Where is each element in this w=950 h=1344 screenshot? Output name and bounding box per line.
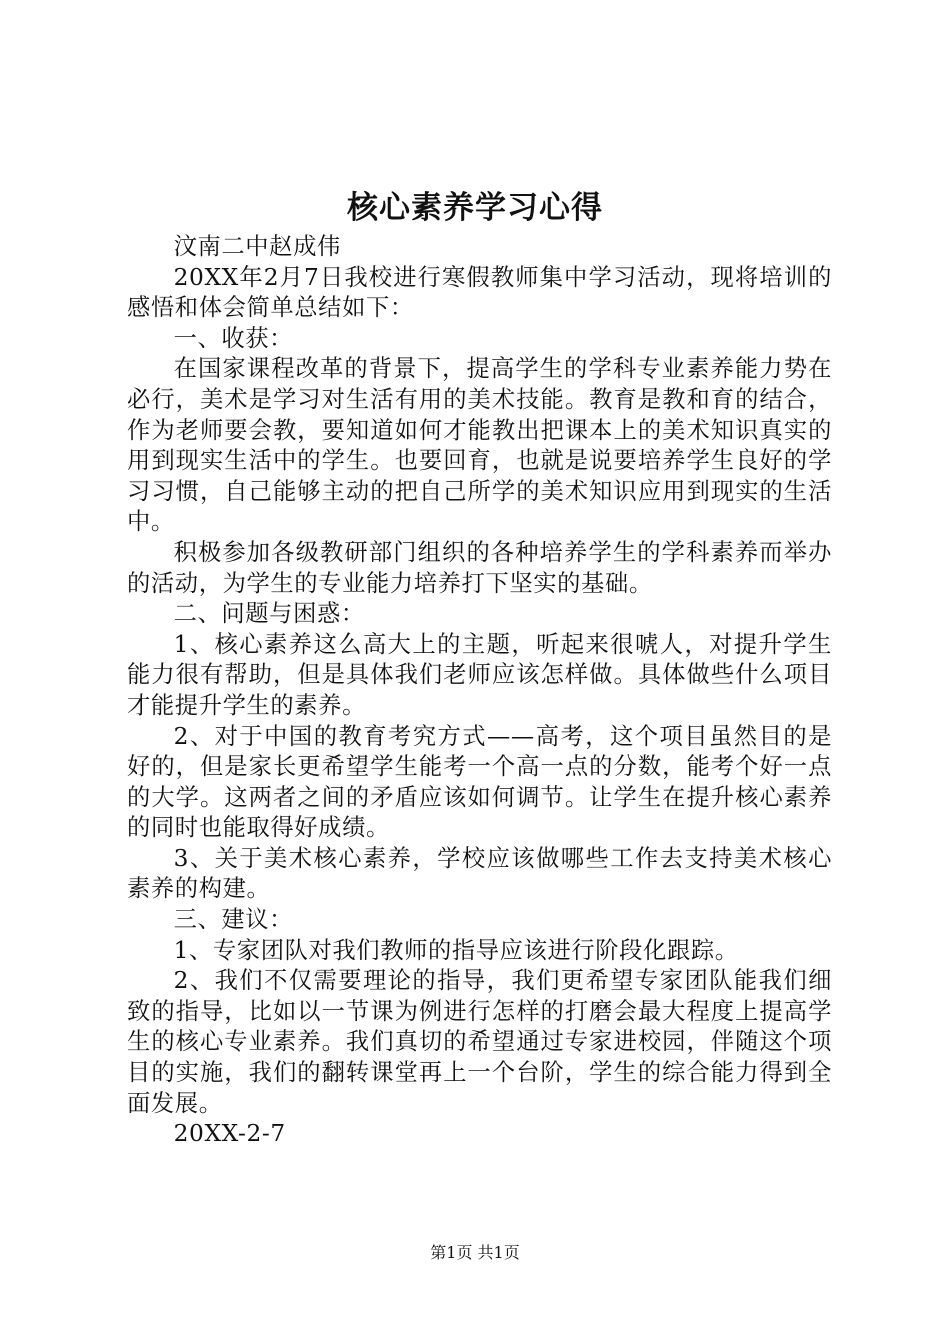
section-heading-problems: 二、问题与困惑： (173, 600, 365, 628)
suggestion-item-2: 2、我们不仅需要理论的指导，我们更希望专家团队能我们细致的指导，比如以一节课为例进行怎样的打磨会最大程度上提高学生的核心专业素养。我们真切的希望通过专家进校园，伴随这个项目的实施，我们的翻转课堂再上一个台阶，学生的综合能力得到全面发展。 (127, 967, 832, 1117)
section-heading-suggestions: 三、建议： (173, 906, 294, 934)
gains-paragraph-2: 积极参加各级教研部门组织的各种培养学生的学科素养而举办的活动，为学生的专业能力培养打下坚实的基础。 (127, 538, 832, 597)
page-footer: 第1页 共1页 (430, 1243, 520, 1262)
document-body (127, 232, 832, 1150)
section-heading-gains: 一、收获： (173, 324, 294, 352)
author-line: 汶南二中赵成伟 (173, 233, 341, 260)
problem-item-3: 3、关于美术核心素养，学校应该做哪些工作去支持美术核心素养的构建。 (127, 844, 832, 903)
gains-paragraph-1: 在国家课程改革的背景下，提高学生的学科专业素养能力势在必行，美术是学习对生活有用的美术技能。教育是教和育的结合，作为老师要会教，要知道如何才能教出把课本上的美术知识真实的用到现实生活中的学生。也要回育，也就是说要培养学生良好的学习习惯，自己能够主动的把自己所学的美术知识应用到现实的生活中。 (127, 355, 832, 536)
problem-item-2: 2、对于中国的教育考究方式——高考，这个项目虽然目的是好的，但是家长更希望学生能考一个高一点的分数，能考个好一点的大学。这两者之间的矛盾应该如何调节。让学生在提升核心素养的同时也能取得好成绩。 (127, 722, 832, 842)
document-title: 核心素养学习心得 (347, 190, 603, 226)
date-line: 20XX-2-7 (173, 1120, 286, 1148)
problem-item-1: 1、核心素养这么高大上的主题，听起来很唬人，对提升学生能力很有帮助，但是具体我们老师应该怎样做。具体做些什么项目才能提升学生的素养。 (127, 630, 832, 719)
intro-paragraph: 20XX年2月7日我校进行寒假教师集中学习活动，现将培训的感悟和体会简单总结如下： (127, 263, 832, 322)
suggestion-item-1: 1、专家团队对我们教师的指导应该进行阶段化跟踪。 (173, 936, 739, 964)
